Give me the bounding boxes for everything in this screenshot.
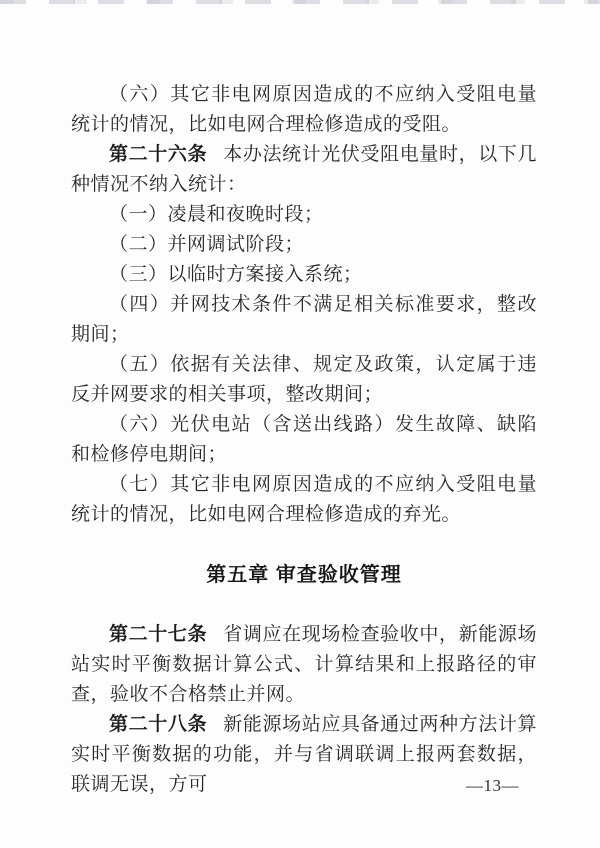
paragraph-text: （四）并网技术条件不满足相关标准要求，整改期间； [71, 294, 537, 345]
page-number: —13— [466, 776, 519, 795]
paragraph-text: 本办法统计光伏受阻电量时，以下几种情况不纳入统计： [71, 144, 537, 195]
paragraph [71, 470, 537, 530]
paragraph [71, 260, 537, 290]
article-number: 第二十七条 [109, 624, 208, 645]
paragraph-text: 省调应在现场检查验收中，新能源场站实时平衡数据计算公式、计算结果和上报路径的审查，验收不合格禁止并网。 [71, 624, 537, 705]
article-paragraph [71, 620, 537, 710]
paragraph [71, 290, 537, 350]
paragraph-text: （六）光伏电站（含送出线路）发生故障、缺陷和检修停电期间； [71, 414, 537, 465]
document-body [71, 80, 537, 800]
scan-artifact-strip [0, 0, 600, 4]
article-number: 第二十八条 [109, 714, 208, 735]
article-paragraph [71, 140, 537, 200]
paragraph [71, 200, 537, 230]
article-number: 第二十六条 [109, 144, 208, 165]
paragraph-text: （一）凌晨和夜晚时段； [109, 204, 324, 225]
paragraph [71, 350, 537, 410]
paragraph [71, 410, 537, 470]
paragraph-text: （六）其它非电网原因造成的不应纳入受阻电量统计的情况，比如电网合理检修造成的受阻。 [71, 84, 537, 135]
paragraph-text: （五）依据有关法律、规定及政策，认定属于违反并网要求的相关事项，整改期间； [71, 354, 537, 405]
paragraph [71, 230, 537, 260]
paragraph-text: （三）以临时方案接入系统； [109, 264, 363, 285]
paragraph-text: （七）其它非电网原因造成的不应纳入受阻电量统计的情况，比如电网合理检修造成的弃光。 [71, 474, 537, 525]
paragraph-text: 新能源场站应具备通过两种方法计算实时平衡数据的功能，并与省调联调上报两套数据，联调无误，方可 [71, 714, 537, 795]
paragraph-text: （二）并网调试阶段； [109, 234, 305, 255]
paragraph [71, 80, 537, 140]
chapter-heading: 第五章 审查验收管理 [206, 564, 402, 586]
